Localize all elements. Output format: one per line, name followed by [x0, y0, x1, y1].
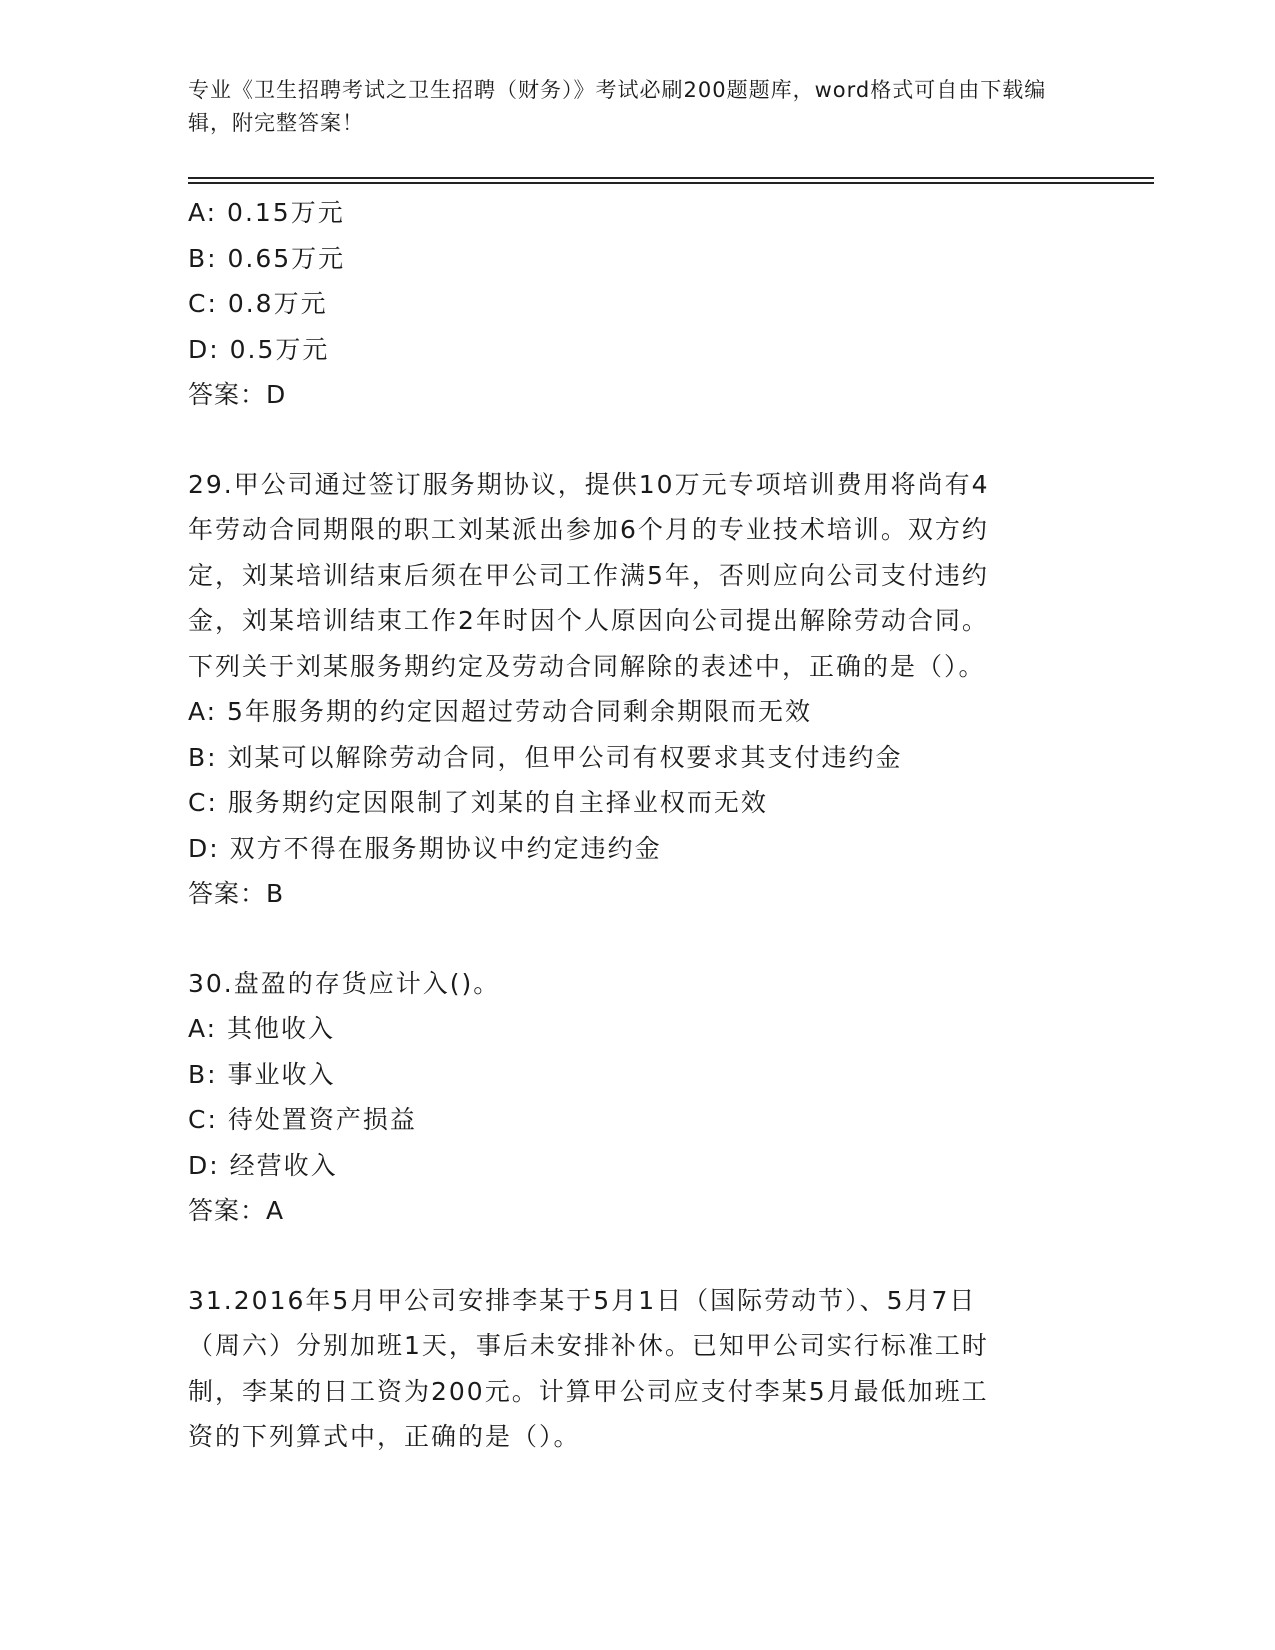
- question-31: [188, 1278, 1068, 1460]
- question-29: [188, 462, 1068, 917]
- prev-question-options: [188, 190, 1068, 418]
- question-30: [188, 961, 1068, 1234]
- option-b: B: 刘某可以解除劳动合同，但甲公司有权要求其支付违约金: [188, 742, 903, 772]
- question-text-line: 29.甲公司通过签订服务期协议，提供10万元专项培训费用将尚有4: [188, 469, 990, 499]
- option-d: D: 双方不得在服务期协议中约定违约金: [188, 833, 662, 863]
- document-header: 专业《卫生招聘考试之卫生招聘（财务）》考试必刷200题题库，word格式可自由下载编辑，附完整答案！: [188, 78, 1047, 135]
- question-text-line: 31.2016年5月甲公司安排李某于5月1日（国际劳动节）、5月7日: [188, 1285, 977, 1315]
- header-rule-bottom: [188, 182, 1154, 184]
- question-text-line: 资的下列算式中，正确的是（）。: [188, 1422, 581, 1451]
- option-a: A: 5年服务期的约定因超过劳动合同剩余期限而无效: [188, 697, 812, 726]
- option-a: A: 其他收入: [188, 1014, 336, 1043]
- answer-label: 答案：A: [188, 1196, 285, 1225]
- option-c: C: 0.8万元: [188, 289, 328, 318]
- question-text-line: 30.盘盈的存货应计入()。: [188, 968, 501, 998]
- option-d: D: 0.5万元: [188, 334, 330, 364]
- option-d: D: 经营收入: [188, 1150, 338, 1180]
- option-a: A: 0.15万元: [188, 198, 345, 227]
- option-c: C: 待处置资产损益: [188, 1105, 417, 1134]
- question-text-line: 年劳动合同期限的职工刘某派出参加6个月的专业技术培训。双方约: [188, 515, 989, 544]
- option-b: B: 事业收入: [188, 1059, 336, 1089]
- answer-label: 答案：D: [188, 380, 287, 409]
- question-text-line: 下列关于刘某服务期约定及劳动合同解除的表述中，正确的是（）。: [188, 651, 986, 681]
- document-body: [188, 190, 1068, 1460]
- question-text-line: 金，刘某培训结束工作2年时因个人原因向公司提出解除劳动合同。: [188, 606, 989, 635]
- question-text-line: （周六）分别加班1天，事后未安排补休。已知甲公司实行标准工时: [188, 1331, 989, 1360]
- option-c: C: 服务期约定因限制了刘某的自主择业权而无效: [188, 788, 768, 817]
- header-rule-top: [188, 177, 1154, 179]
- question-text-line: 制，李某的日工资为200元。计算甲公司应支付李某5月最低加班工: [188, 1376, 989, 1406]
- option-b: B: 0.65万元: [188, 243, 346, 273]
- answer-label: 答案：B: [188, 879, 285, 908]
- question-text-line: 定，刘某培训结束后须在甲公司工作满5年，否则应向公司支付违约: [188, 560, 989, 590]
